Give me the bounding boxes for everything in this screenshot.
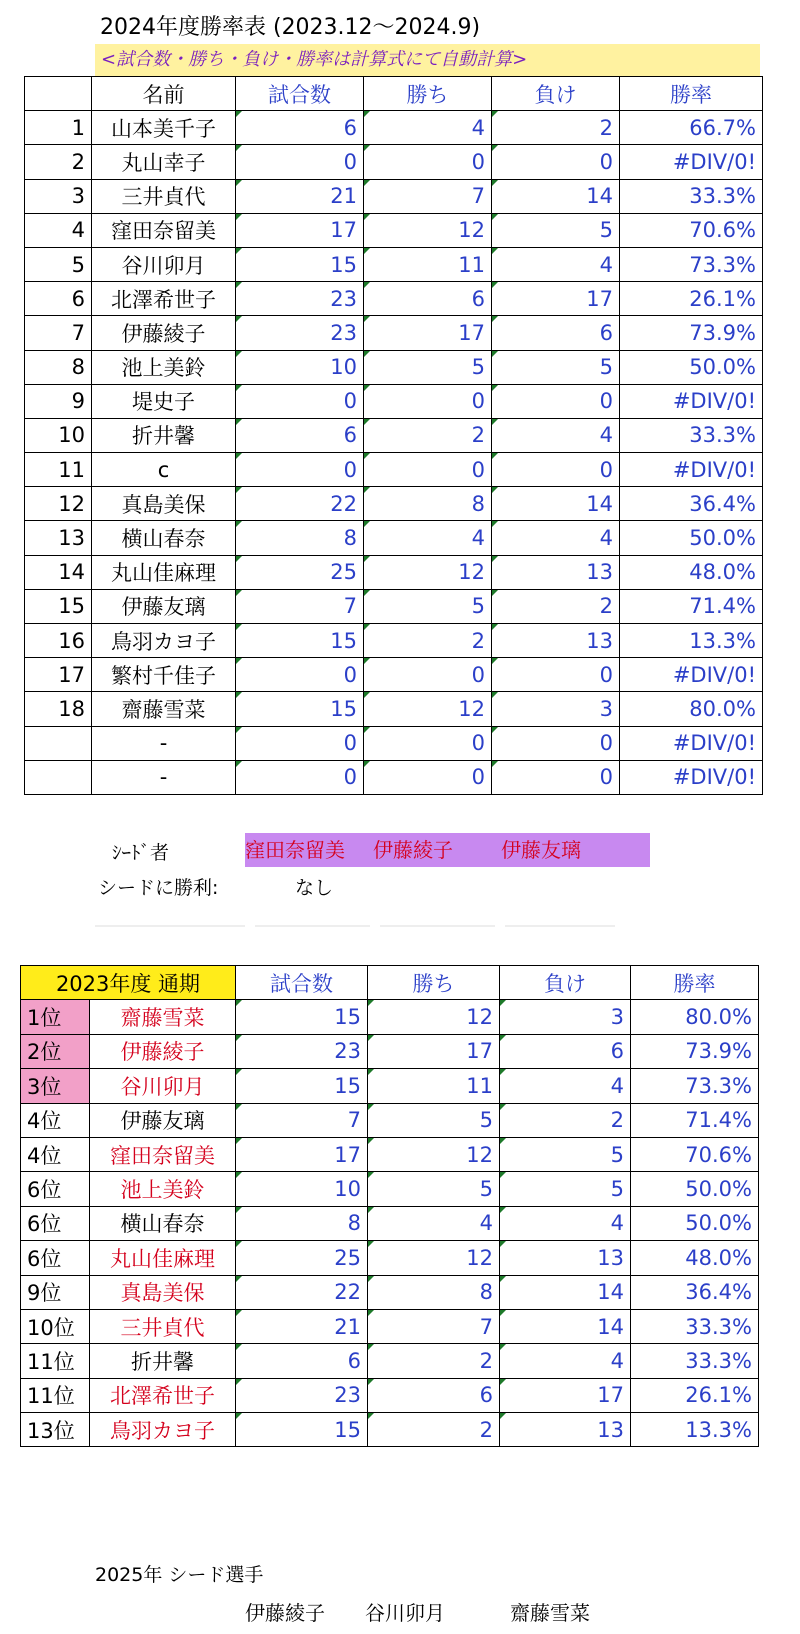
losses-cell: 0: [492, 726, 620, 760]
win-rate-cell: 26.1%: [631, 1378, 759, 1412]
games-cell: 10: [236, 350, 364, 384]
table-row: [21, 1344, 759, 1378]
losses-cell: 5: [492, 213, 620, 247]
table-row: [25, 453, 763, 487]
player-name: 山本美千子: [92, 111, 236, 145]
games-cell: 15: [236, 692, 364, 726]
table-row: [21, 1172, 759, 1206]
column-header: 試合数: [236, 966, 368, 1000]
wins-cell: 0: [364, 453, 492, 487]
player-name: 伊藤友璃: [90, 1103, 236, 1137]
losses-cell: 14: [500, 1275, 631, 1309]
table-row: [21, 1378, 759, 1412]
win-rate-cell: 33.3%: [620, 179, 763, 213]
losses-cell: 0: [492, 658, 620, 692]
player-name: 三井貞代: [92, 179, 236, 213]
losses-cell: 13: [500, 1241, 631, 1275]
player-name: 鳥羽カヨ子: [90, 1413, 236, 1447]
games-cell: 23: [236, 1378, 368, 1412]
row-index: 9: [25, 384, 92, 418]
losses-cell: 3: [492, 692, 620, 726]
table-row: [25, 760, 763, 794]
row-index: 11: [25, 453, 92, 487]
wins-cell: 0: [364, 760, 492, 794]
player-name: 窪田奈留美: [90, 1137, 236, 1171]
table-row: [21, 1206, 759, 1240]
row-index: 1: [25, 111, 92, 145]
seed-win-label: シードに勝利:: [98, 877, 219, 899]
wins-cell: 7: [364, 179, 492, 213]
losses-cell: 17: [500, 1378, 631, 1412]
win-rate-cell: 50.0%: [631, 1172, 759, 1206]
wins-cell: 8: [364, 487, 492, 521]
games-cell: 15: [236, 1069, 368, 1103]
table-row: [25, 521, 763, 555]
row-index: 17: [25, 658, 92, 692]
table-row: [21, 1000, 759, 1034]
rank-cell: 6位: [21, 1241, 90, 1275]
wins-cell: 0: [364, 384, 492, 418]
losses-cell: 4: [500, 1344, 631, 1378]
row-index: 12: [25, 487, 92, 521]
win-rate-cell: 73.3%: [631, 1069, 759, 1103]
ranking-table-2023: [20, 965, 759, 1447]
row-index: 3: [25, 179, 92, 213]
win-rate-cell: 71.4%: [620, 589, 763, 623]
table-row: [25, 213, 763, 247]
period-header: 2023年度 通期: [21, 966, 236, 1000]
table-row: [25, 282, 763, 316]
wins-cell: 12: [368, 1241, 500, 1275]
table-row: [25, 555, 763, 589]
seed-name: 伊藤綾子: [373, 838, 453, 862]
losses-cell: 17: [492, 282, 620, 316]
win-rate-cell: 80.0%: [631, 1000, 759, 1034]
losses-cell: 6: [492, 316, 620, 350]
rank-cell: 13位: [21, 1413, 90, 1447]
wins-cell: 5: [368, 1103, 500, 1137]
player-name: 繁村千佳子: [92, 658, 236, 692]
losses-cell: 5: [500, 1172, 631, 1206]
wins-cell: 8: [368, 1275, 500, 1309]
player-name: 北澤希世子: [90, 1378, 236, 1412]
wins-cell: 2: [368, 1344, 500, 1378]
table-row: [25, 179, 763, 213]
rank-cell: 6位: [21, 1172, 90, 1206]
losses-cell: 4: [492, 521, 620, 555]
rank-cell: 6位: [21, 1206, 90, 1240]
row-index: 16: [25, 624, 92, 658]
column-header: 名前: [92, 77, 236, 111]
row-index: [25, 726, 92, 760]
games-cell: 6: [236, 1344, 368, 1378]
games-cell: 6: [236, 111, 364, 145]
column-header: 負け: [500, 966, 631, 1000]
table-row: [25, 111, 763, 145]
games-cell: 15: [236, 1413, 368, 1447]
rank-cell: 10位: [21, 1309, 90, 1343]
losses-cell: 4: [492, 418, 620, 452]
column-header: 試合数: [236, 77, 364, 111]
rank-cell: 3位: [21, 1069, 90, 1103]
divider: [380, 925, 495, 927]
games-cell: 8: [236, 1206, 368, 1240]
win-rate-cell: #DIV/0!: [620, 658, 763, 692]
wins-cell: 0: [364, 145, 492, 179]
column-header: 勝ち: [364, 77, 492, 111]
wins-cell: 17: [364, 316, 492, 350]
losses-cell: 0: [492, 760, 620, 794]
wins-cell: 0: [364, 658, 492, 692]
column-header: [25, 77, 92, 111]
formula-note: <試合数・勝ち・負け・勝率は計算式にて自動計算>: [95, 44, 760, 76]
player-name: 池上美鈴: [90, 1172, 236, 1206]
player-name: 折井馨: [90, 1344, 236, 1378]
seed-player-name: 伊藤綾子: [245, 1601, 325, 1625]
win-rate-cell: 13.3%: [631, 1413, 759, 1447]
games-cell: 0: [236, 145, 364, 179]
win-rate-cell: 48.0%: [620, 555, 763, 589]
games-cell: 15: [236, 247, 364, 281]
player-name: 谷川卯月: [90, 1069, 236, 1103]
table-row: [21, 1034, 759, 1068]
row-index: 8: [25, 350, 92, 384]
seed-name: 伊藤友璃: [501, 838, 581, 862]
row-index: 10: [25, 418, 92, 452]
row-index: 13: [25, 521, 92, 555]
player-name: 北澤希世子: [92, 282, 236, 316]
table-row: [21, 1309, 759, 1343]
table-row: [21, 1241, 759, 1275]
seed-names-box: [245, 833, 650, 867]
player-name: 齋藤雪菜: [92, 692, 236, 726]
player-name: 伊藤綾子: [92, 316, 236, 350]
wins-cell: 4: [364, 521, 492, 555]
wins-cell: 4: [364, 111, 492, 145]
player-name: 真島美保: [90, 1275, 236, 1309]
table-row: [25, 726, 763, 760]
wins-cell: 0: [364, 726, 492, 760]
table-row: [25, 247, 763, 281]
row-index: 15: [25, 589, 92, 623]
win-rate-cell: 73.9%: [631, 1034, 759, 1068]
column-header: 勝率: [620, 77, 763, 111]
win-rate-cell: 73.9%: [620, 316, 763, 350]
row-index: [25, 760, 92, 794]
win-rate-cell: 26.1%: [620, 282, 763, 316]
games-cell: 0: [236, 384, 364, 418]
player-name: 折井馨: [92, 418, 236, 452]
win-rate-cell: #DIV/0!: [620, 453, 763, 487]
games-cell: 17: [236, 1137, 368, 1171]
row-index: 4: [25, 213, 92, 247]
table-row: [25, 624, 763, 658]
table-row: [21, 1275, 759, 1309]
win-rate-cell: #DIV/0!: [620, 384, 763, 418]
games-cell: 23: [236, 282, 364, 316]
wins-cell: 4: [368, 1206, 500, 1240]
losses-cell: 0: [492, 384, 620, 418]
win-rate-cell: 33.3%: [631, 1309, 759, 1343]
table-header-row: [25, 77, 763, 111]
losses-cell: 2: [492, 111, 620, 145]
table-row: [25, 487, 763, 521]
rank-cell: 9位: [21, 1275, 90, 1309]
seed-name: 窪田奈留美: [245, 838, 345, 862]
win-rate-cell: 36.4%: [620, 487, 763, 521]
games-cell: 17: [236, 213, 364, 247]
table-row: [25, 145, 763, 179]
wins-cell: 5: [364, 350, 492, 384]
rank-cell: 1位: [21, 1000, 90, 1034]
games-cell: 25: [236, 1241, 368, 1275]
table-row: [25, 658, 763, 692]
table-row: [25, 692, 763, 726]
row-index: 2: [25, 145, 92, 179]
table-row: [21, 1103, 759, 1137]
seed-player-name: 齋藤雪菜: [510, 1601, 590, 1625]
losses-cell: 2: [492, 589, 620, 623]
player-name: 伊藤綾子: [90, 1034, 236, 1068]
player-name: 真島美保: [92, 487, 236, 521]
player-name: 伊藤友璃: [92, 589, 236, 623]
player-name: 齋藤雪菜: [90, 1000, 236, 1034]
row-index: 6: [25, 282, 92, 316]
win-rate-cell: 50.0%: [631, 1206, 759, 1240]
games-cell: 22: [236, 1275, 368, 1309]
wins-cell: 12: [364, 692, 492, 726]
player-name: 三井貞代: [90, 1309, 236, 1343]
losses-cell: 4: [500, 1206, 631, 1240]
player-name: 堤史子: [92, 384, 236, 418]
losses-cell: 4: [492, 247, 620, 281]
win-rate-cell: #DIV/0!: [620, 145, 763, 179]
games-cell: 8: [236, 521, 364, 555]
win-rate-cell: 66.7%: [620, 111, 763, 145]
table-row: [21, 1137, 759, 1171]
win-rate-cell: 71.4%: [631, 1103, 759, 1137]
rank-cell: 11位: [21, 1378, 90, 1412]
losses-cell: 6: [500, 1034, 631, 1068]
win-rate-cell: 13.3%: [620, 624, 763, 658]
wins-cell: 7: [368, 1309, 500, 1343]
player-name: -: [92, 760, 236, 794]
losses-cell: 5: [492, 350, 620, 384]
player-name: 谷川卯月: [92, 247, 236, 281]
wins-cell: 2: [364, 624, 492, 658]
seed-win-value: なし: [295, 877, 334, 899]
player-name: 横山春奈: [90, 1206, 236, 1240]
games-cell: 15: [236, 624, 364, 658]
win-rate-cell: 36.4%: [631, 1275, 759, 1309]
losses-cell: 13: [492, 555, 620, 589]
losses-cell: 0: [492, 145, 620, 179]
games-cell: 10: [236, 1172, 368, 1206]
table-row: [25, 589, 763, 623]
games-cell: 22: [236, 487, 364, 521]
games-cell: 21: [236, 1309, 368, 1343]
games-cell: 25: [236, 555, 364, 589]
losses-cell: 3: [500, 1000, 631, 1034]
games-cell: 0: [236, 726, 364, 760]
games-cell: 0: [236, 658, 364, 692]
losses-cell: 4: [500, 1069, 631, 1103]
rank-cell: 11位: [21, 1344, 90, 1378]
table-row: [25, 418, 763, 452]
row-index: 14: [25, 555, 92, 589]
games-cell: 0: [236, 453, 364, 487]
player-name: 丸山佳麻理: [92, 555, 236, 589]
losses-cell: 14: [500, 1309, 631, 1343]
player-name: 横山春奈: [92, 521, 236, 555]
win-rate-cell: #DIV/0!: [620, 760, 763, 794]
rank-cell: 4位: [21, 1137, 90, 1171]
divider: [505, 925, 615, 927]
wins-cell: 6: [364, 282, 492, 316]
win-rate-cell: 80.0%: [620, 692, 763, 726]
losses-cell: 0: [492, 453, 620, 487]
row-index: 18: [25, 692, 92, 726]
rank-cell: 2位: [21, 1034, 90, 1068]
games-cell: 7: [236, 1103, 368, 1137]
losses-cell: 13: [492, 624, 620, 658]
losses-cell: 2: [500, 1103, 631, 1137]
wins-cell: 2: [364, 418, 492, 452]
column-header: 負け: [492, 77, 620, 111]
wins-cell: 5: [368, 1172, 500, 1206]
column-header: 勝率: [631, 966, 759, 1000]
win-rate-cell: #DIV/0!: [620, 726, 763, 760]
player-name: 池上美鈴: [92, 350, 236, 384]
wins-cell: 17: [368, 1034, 500, 1068]
win-rate-cell: 48.0%: [631, 1241, 759, 1275]
win-rate-cell: 33.3%: [620, 418, 763, 452]
wins-cell: 12: [368, 1137, 500, 1171]
table-row: [25, 316, 763, 350]
wins-cell: 11: [368, 1069, 500, 1103]
table-row: [21, 1413, 759, 1447]
divider: [95, 925, 245, 927]
win-rate-cell: 33.3%: [631, 1344, 759, 1378]
row-index: 7: [25, 316, 92, 350]
player-name: 丸山佳麻理: [90, 1241, 236, 1275]
divider: [255, 925, 370, 927]
player-name: 窪田奈留美: [92, 213, 236, 247]
games-cell: 21: [236, 179, 364, 213]
win-rate-cell: 70.6%: [620, 213, 763, 247]
seed-player-name: 谷川卯月: [365, 1601, 445, 1625]
losses-cell: 14: [492, 179, 620, 213]
win-rate-table-2024: [24, 76, 763, 795]
page-title: 2024年度勝率表 (2023.12～2024.9): [100, 15, 481, 40]
table-row: [21, 1069, 759, 1103]
win-rate-cell: 50.0%: [620, 350, 763, 384]
win-rate-cell: 73.3%: [620, 247, 763, 281]
table-row: [25, 384, 763, 418]
games-cell: 0: [236, 760, 364, 794]
games-cell: 7: [236, 589, 364, 623]
player-name: c: [92, 453, 236, 487]
wins-cell: 6: [368, 1378, 500, 1412]
wins-cell: 11: [364, 247, 492, 281]
table-header-row: [21, 966, 759, 1000]
losses-cell: 5: [500, 1137, 631, 1171]
losses-cell: 14: [492, 487, 620, 521]
win-rate-cell: 70.6%: [631, 1137, 759, 1171]
player-name: 丸山幸子: [92, 145, 236, 179]
games-cell: 23: [236, 1034, 368, 1068]
row-index: 5: [25, 247, 92, 281]
losses-cell: 13: [500, 1413, 631, 1447]
seed-label: ｼｰﾄﾞ者: [112, 842, 170, 864]
games-cell: 15: [236, 1000, 368, 1034]
table-row: [25, 350, 763, 384]
win-rate-cell: 50.0%: [620, 521, 763, 555]
player-name: -: [92, 726, 236, 760]
wins-cell: 12: [364, 213, 492, 247]
rank-cell: 4位: [21, 1103, 90, 1137]
wins-cell: 2: [368, 1413, 500, 1447]
games-cell: 6: [236, 418, 364, 452]
column-header: 勝ち: [368, 966, 500, 1000]
player-name: 鳥羽カヨ子: [92, 624, 236, 658]
wins-cell: 12: [368, 1000, 500, 1034]
wins-cell: 5: [364, 589, 492, 623]
games-cell: 23: [236, 316, 364, 350]
seed-players-title: 2025年 シード選手: [95, 1564, 264, 1586]
wins-cell: 12: [364, 555, 492, 589]
